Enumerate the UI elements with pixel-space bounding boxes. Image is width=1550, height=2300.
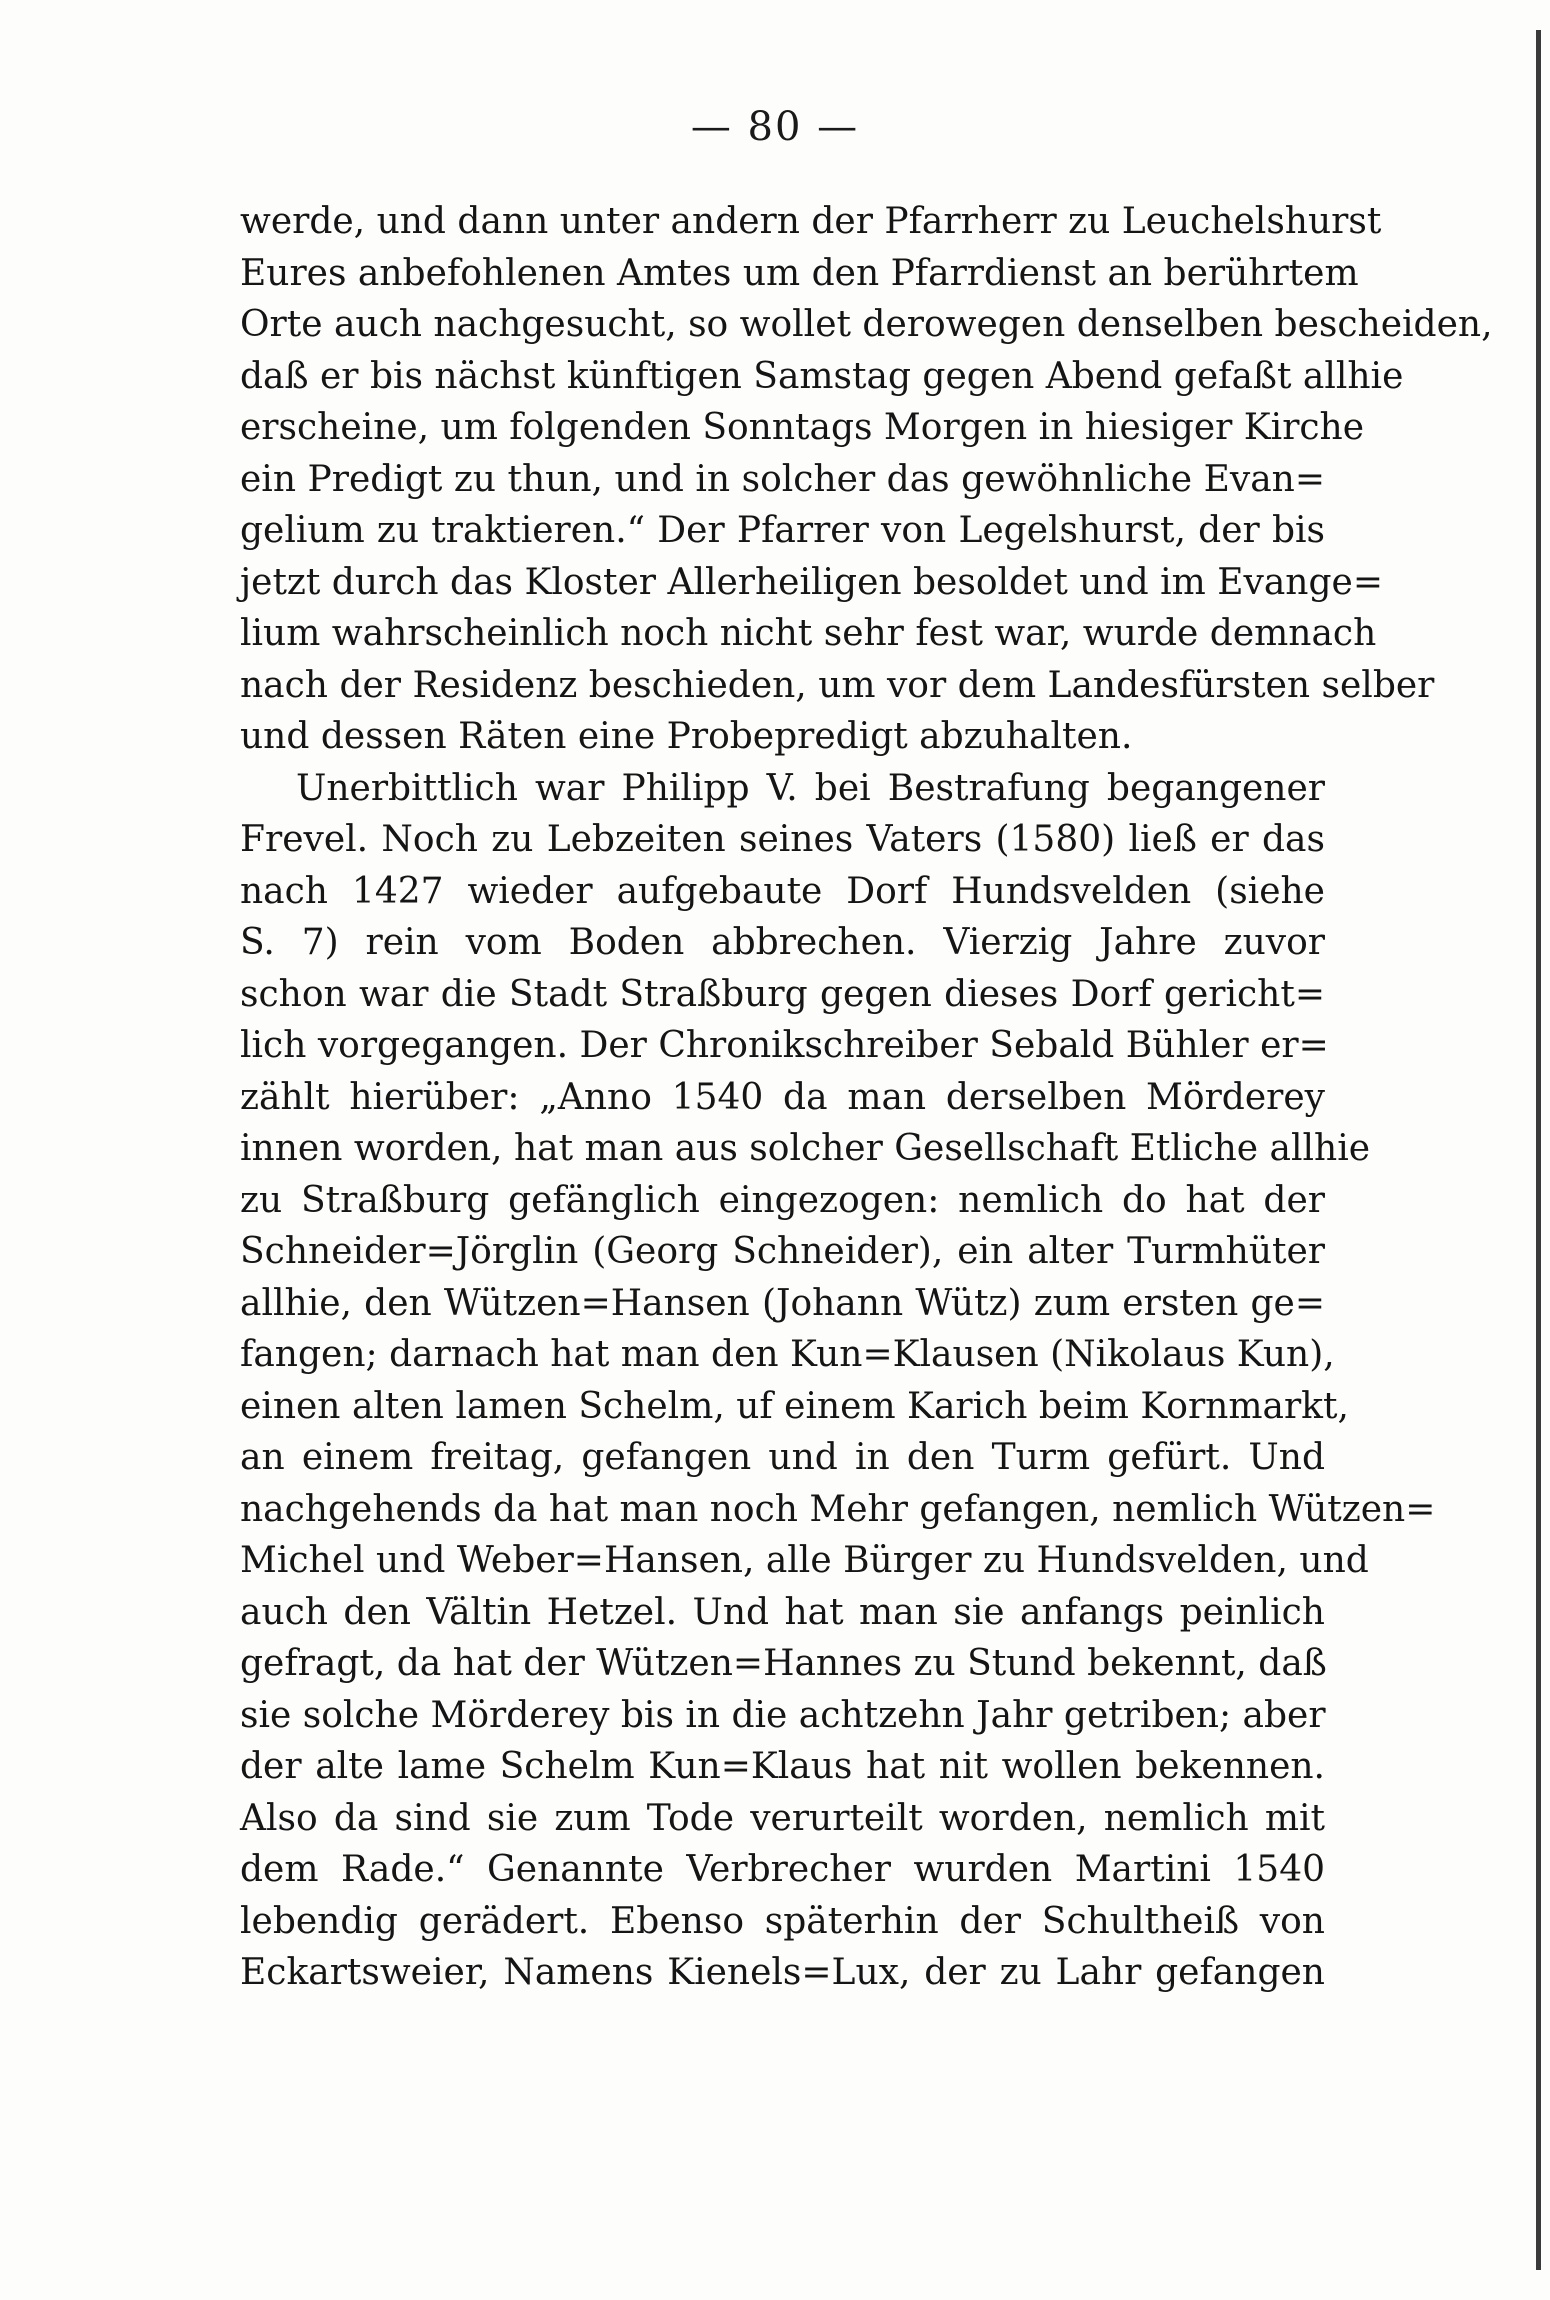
text-line: auch den Vältin Hetzel. Und hat man sie anfangs peinlich	[240, 1591, 1325, 1633]
text-line: an einem freitag, gefangen und in den Turm gefürt. Und	[240, 1437, 1325, 1478]
text-line: schon war die Stadt Straßburg gegen dieses Dorf gericht=	[240, 973, 1325, 1015]
text-line: dem Rade.“ Genannte Verbrecher wurden Martini 1540	[240, 1849, 1325, 1890]
text-line: ein Predigt zu thun, und in solcher das gewöhnliche Evan=	[240, 458, 1325, 500]
text-line: Unerbittlich war Philipp V. bei Bestrafung begangener	[296, 767, 1325, 809]
text-line: nach 1427 wieder aufgebaute Dorf Hundsvelden (siehe	[240, 870, 1325, 912]
text-line: Also da sind sie zum Tode verurteilt worden, nemlich mit	[240, 1797, 1325, 1839]
page-number: — 80 —	[690, 104, 860, 150]
text-line: Michel und Weber=Hansen, alle Bürger zu Hundsvelden, und	[240, 1540, 1369, 1581]
text-line: Frevel. Noch zu Lebzeiten seines Vaters (1580) ließ er das	[240, 819, 1325, 860]
text-line: sie solche Mörderey bis in die achtzehn Jahr getriben; aber	[240, 1694, 1326, 1736]
text-line: Orte auch nachgesucht, so wollet derowegen denselben bescheiden,	[240, 304, 1493, 345]
text-line: nachgehends da hat man noch Mehr gefangen, nemlich Wützen=	[240, 1488, 1436, 1530]
text-line: Schneider=Jörglin (Georg Schneider), ein alter Turmhüter	[240, 1231, 1325, 1272]
text-line: Eckartsweier, Namens Kienels=Lux, der zu Lahr gefangen	[240, 1952, 1325, 1993]
text-line: Eures anbefohlenen Amtes um den Pfarrdienst an berührtem	[240, 252, 1359, 294]
text-line: lebendig gerädert. Ebenso späterhin der Schultheiß von	[240, 1900, 1325, 1942]
page-edge-shadow	[1536, 30, 1541, 2270]
text-line: werde, und dann unter andern der Pfarrherr zu Leuchelshurst	[240, 201, 1382, 242]
text-line: innen worden, hat man aus solcher Gesellschaft Etliche allhie	[240, 1128, 1371, 1169]
text-line: gelium zu traktieren.“ Der Pfarrer von Legelshurst, der bis	[240, 510, 1325, 551]
text-line: daß er bis nächst künftigen Samstag gegen Abend gefaßt allhie	[240, 355, 1404, 397]
body-text	[240, 196, 1493, 1999]
text-line: nach der Residenz beschieden, um vor dem Landesfürsten selber	[240, 664, 1435, 706]
text-line: einen alten lamen Schelm, uf einem Karich beim Kornmarkt,	[240, 1385, 1349, 1427]
text-line: und dessen Räten eine Probepredigt abzuhalten.	[240, 716, 1133, 757]
text-line: lium wahrscheinlich noch nicht sehr fest war, wurde demnach	[240, 613, 1377, 654]
text-line: jetzt durch das Kloster Allerheiligen besoldet und im Evange=	[240, 561, 1383, 603]
text-line: zu Straßburg gefänglich eingezogen: nemlich do hat der	[240, 1179, 1325, 1221]
text-line: S. 7) rein vom Boden abbrechen. Vierzig Jahre zuvor	[240, 922, 1325, 963]
text-line: lich vorgegangen. Der Chronikschreiber Sebald Bühler er=	[240, 1025, 1329, 1066]
text-line: der alte lame Schelm Kun=Klaus hat nit wollen bekennen.	[240, 1746, 1325, 1787]
text-line: gefragt, da hat der Wützen=Hannes zu Stund bekennt, daß	[240, 1643, 1327, 1684]
text-line: zählt hierüber: „Anno 1540 da man derselben Mörderey	[240, 1076, 1325, 1118]
text-line: erscheine, um folgenden Sonntags Morgen in hiesiger Kirche	[240, 407, 1365, 448]
text-line: fangen; darnach hat man den Kun=Klausen (Nikolaus Kun),	[240, 1334, 1335, 1375]
text-line: allhie, den Wützen=Hansen (Johann Wütz) zum ersten ge=	[240, 1282, 1325, 1324]
